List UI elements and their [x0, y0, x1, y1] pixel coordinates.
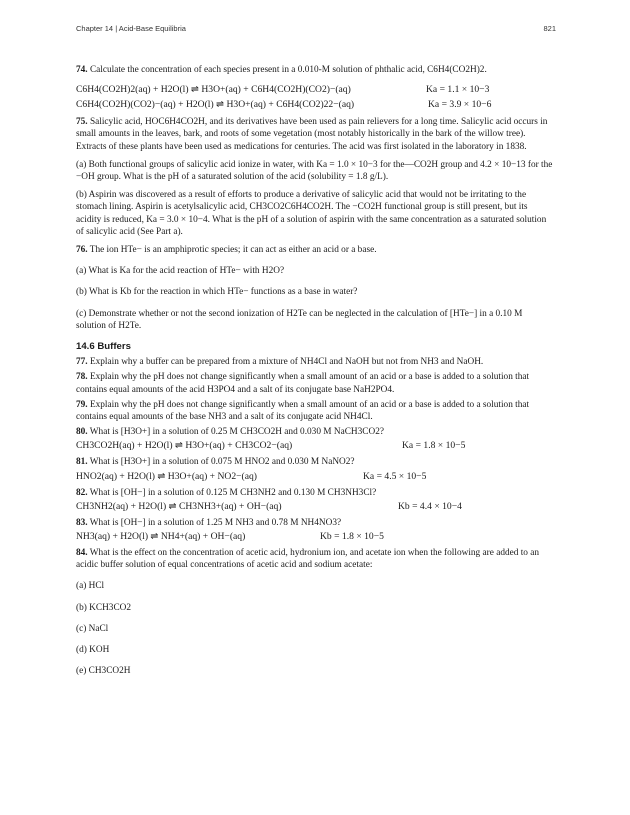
equation-text: HNO2(aq) + H2O(l) ⇌ H3O+(aq) + NO2−(aq) — [76, 470, 258, 482]
question-text: The ion HTe− is an amphiprotic species; it can act as either an acid or a base. — [89, 245, 377, 256]
question-84-option-d: (d) KOH — [76, 645, 110, 656]
question-number: 81. — [76, 457, 88, 468]
question-number: 79. — [76, 399, 88, 410]
equation-text: C6H4(CO2H)2(aq) + H2O(l) ⇌ H3O+(aq) + C6H4(CO2H)(CO2)−(aq) — [76, 84, 351, 96]
question-84 — [76, 547, 554, 571]
question-number: 76. — [76, 245, 88, 256]
question-text: Salicylic acid, HOC6H4CO2H, and its derivatives have been used as pain relievers for a long time. Salicylic acid occurs in small amounts in the leaves, bark, and roots of some vegetation (most notably historically in the bark of the willow tree). Extracts of these plants have been used as medications for centuries. The acid was first isolated in the laboratory in 1838. — [76, 117, 548, 152]
equation-text: NH3(aq) + H2O(l) ⇌ NH4+(aq) + OH−(aq) — [76, 531, 246, 543]
question-83 — [76, 517, 554, 529]
section-heading: 14.6 Buffers — [76, 341, 131, 353]
question-84-option-e: (e) CH3CO2H — [76, 666, 131, 677]
equation-82 — [76, 499, 554, 514]
equilibrium-constant: Kb = 4.4 × 10−4 — [398, 500, 462, 512]
question-text: Explain why the pH does not change significantly when a small amount of an acid or a base is added to a solution that contains equal amounts of the acid H3PO4 and a salt of its conjugate base NaH2PO4. — [76, 372, 530, 395]
equilibrium-constant: Ka = 1.8 × 10−5 — [402, 440, 466, 452]
question-77 — [76, 356, 554, 368]
question-76-part-a: (a) What is Ka for the acid reaction of HTe− with H2O? — [76, 266, 285, 277]
question-number: 82. — [76, 487, 88, 498]
question-text: What is the effect on the concentration of acetic acid, hydronium ion, and acetate ion when the following are added to an acidic buffer solution of equal concentrations of acetic acid and sodium acetate: — [76, 548, 540, 571]
question-84-option-b: (b) KCH3CO2 — [76, 602, 132, 613]
question-number: 74. — [76, 65, 88, 75]
equilibrium-constant: Kb = 1.8 × 10−5 — [320, 531, 384, 543]
question-76-part-c: (c) Demonstrate whether or not the second ionization of H2Te can be neglected in the calculation of [HTe−] in a 0.10 M solution of H2Te. — [76, 308, 523, 331]
question-84-option-c: (c) NaCl — [76, 623, 109, 634]
equation-text: C6H4(CO2H)(CO2)−(aq) + H2O(l) ⇌ H3O+(aq) + C6H4(CO2)22−(aq) — [76, 99, 355, 111]
page-number: 821 — [543, 24, 556, 33]
question-75-part-b: (b) Aspirin was discovered as a result of efforts to produce a derivative of salicylic acid that would not be irritating to the stomach lining. Aspirin is acetylsalicylic acid, CH3CO2C6H4CO2H. The −CO2H functional group is still present, but its acidity is reduced, Ka = 3.0 × 10−4. What is the pH of a solution of aspirin with the same concentration as a saturated solution of salicylic acid (See Part a). — [76, 190, 547, 237]
question-82 — [76, 487, 554, 499]
equation-81 — [76, 469, 554, 484]
question-text: What is [OH−] in a solution of 1.25 M NH3 and 0.78 M NH4NO3? — [89, 517, 342, 528]
question-number: 84. — [76, 548, 88, 559]
question-number: 80. — [76, 427, 88, 438]
question-text: Explain why a buffer can be prepared from a mixture of NH4Cl and NaOH but not from NH3 and NaOH. — [89, 357, 484, 368]
equilibrium-constant: Ka = 1.1 × 10−3 — [426, 84, 490, 96]
question-76 — [76, 244, 554, 256]
equilibrium-constant: Ka = 3.9 × 10−6 — [428, 99, 492, 111]
question-number: 78. — [76, 372, 88, 383]
question-number: 77. — [76, 357, 88, 368]
question-81 — [76, 456, 554, 468]
question-76-part-b: (b) What is Kb for the reaction in which HTe− functions as a base in water? — [76, 287, 358, 298]
equation-text: CH3CO2H(aq) + H2O(l) ⇌ H3O+(aq) + CH3CO2−(aq) — [76, 440, 293, 452]
question-84-option-a: (a) HCl — [76, 581, 105, 592]
question-80 — [76, 426, 554, 438]
question-text: What is [H3O+] in a solution of 0.075 M HNO2 and 0.030 M NaNO2? — [89, 457, 355, 468]
equilibrium-constant: Ka = 4.5 × 10−5 — [363, 470, 427, 482]
equation-74a — [76, 82, 554, 97]
question-79 — [76, 399, 554, 423]
chapter-title: Chapter 14 | Acid-Base Equilibria — [76, 24, 186, 33]
question-text: Calculate the concentration of each species present in a 0.010-M solution of phthalic acid, C6H4(CO2H)2. — [89, 65, 487, 75]
question-text: Explain why the pH does not change significantly when a small amount of an acid or a base is added to a solution that contains equal amounts of the base NH3 and a salt of its conjugate acid NH4Cl. — [76, 399, 530, 423]
question-text: What is [OH−] in a solution of 0.125 M CH3NH2 and 0.130 M CH3NH3Cl? — [89, 487, 377, 498]
page-content — [76, 60, 554, 678]
equation-text: CH3NH2(aq) + H2O(l) ⇌ CH3NH3+(aq) + OH−(aq) — [76, 500, 282, 512]
question-text: What is [H3O+] in a solution of 0.25 M CH3CO2H and 0.030 M NaCH3CO2? — [89, 427, 384, 438]
equation-83 — [76, 529, 554, 544]
question-75-part-a: (a) Both functional groups of salicylic acid ionize in water, with Ka = 1.0 × 10−3 for the—CO2H group and 4.2 × 10−13 for the −OH group. What is the pH of a saturated solution of the acid (solubility = 1.8 g/L). — [76, 159, 553, 183]
question-number: 75. — [76, 117, 88, 128]
page-header — [76, 24, 556, 38]
question-74 — [76, 64, 554, 76]
question-number: 83. — [76, 517, 88, 528]
equation-80 — [76, 438, 554, 453]
question-78 — [76, 371, 554, 395]
question-75 — [76, 116, 554, 153]
equation-74b — [76, 97, 554, 112]
